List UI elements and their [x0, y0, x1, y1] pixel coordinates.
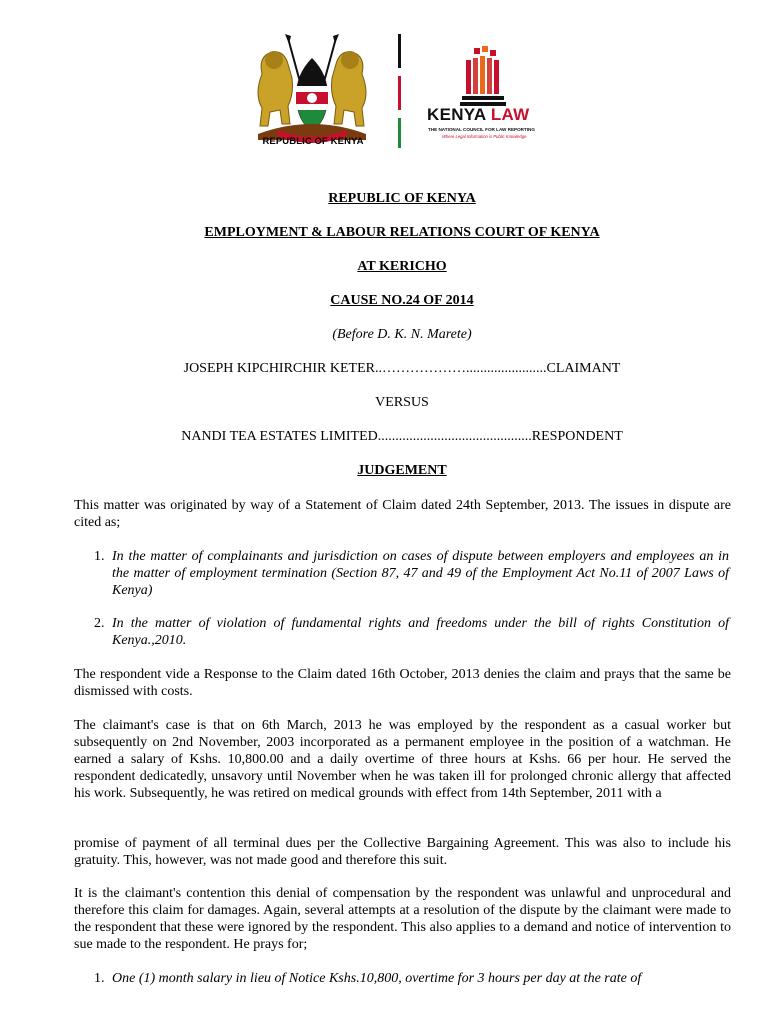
prayer-text: One (1) month salary in lieu of Notice Kshs.10,800, overtime for 3 hours per day at the rate of: [112, 971, 642, 986]
republic-heading: REPUBLIC OF KENYA: [328, 191, 476, 206]
versus-line: VERSUS: [375, 395, 429, 410]
promise-paragraph: promise of payment of all terminal dues per the Collective Bargaining Agreement. This was also to include his gratuity. This, however, was not made good and therefore this suit.: [74, 836, 731, 868]
claimant-case-paragraph: The claimant's case is that on 6th March, 2013 he was employed by the respondent as a casual worker but subsequently on 2nd November, 2003 incorporated as a permanent employee in the position of a watchman. He earned a salary of Kshs. 10,800.00 and a daily overtime of three hours at Kshs. 66 per hour. He served the respondent dedicatedly, unsavory until November when he was taken ill for prolonged chronic allergy that affected his work. Subsequently, he was retired on medical grounds with effect from 14th September, 2011 with a: [74, 718, 731, 801]
issue-number: 2.: [94, 616, 105, 631]
logo-divider: [398, 34, 401, 148]
issue-text: In the matter of violation of fundamental rights and freedoms under the bill of rights Constitution of Kenya.,2010.: [112, 616, 729, 648]
document-header: [0, 28, 768, 158]
before-judge: (Before D. K. N. Marete): [332, 327, 472, 342]
respondent-line: NANDI TEA ESTATES LIMITED............................................RESPONDENT: [181, 429, 623, 444]
kenya-law-name: [427, 105, 530, 125]
intro-paragraph: This matter was originated by way of a Statement of Claim dated 24th September, 2013. The issues in dispute are cited as;: [74, 498, 731, 530]
judgement-heading: JUDGEMENT: [357, 463, 447, 478]
kenya-law-tagline: Where Legal Information is Public Knowledge: [442, 134, 527, 139]
kenya-law-subtitle: THE NATIONAL COUNCIL FOR LAW REPORTING: [428, 127, 535, 132]
issue-number: 1.: [94, 549, 105, 564]
issue-text: In the matter of complainants and jurisdiction on cases of dispute between employers and employees an in the matter of employment termination (Section 87, 47 and 49 of the Employment Act No.11 of 2007 Laws of Kenya): [112, 549, 729, 598]
kenya-law-name-part2: LAW: [490, 105, 530, 124]
location-heading: AT KERICHO: [357, 259, 447, 274]
prayer-number: 1.: [94, 971, 105, 986]
cause-heading: CAUSE NO.24 OF 2014: [330, 293, 474, 308]
court-heading: EMPLOYMENT & LABOUR RELATIONS COURT OF KENYA: [204, 225, 600, 240]
contention-paragraph: It is the claimant's contention this denial of compensation by the respondent was unlawful and unprocedural and therefore this claim for damages. Again, several attempts at a resolution of the dispute by the claimant were made to the respondent that these were ignored by the respondent. This also applies to a demand and notice of intervention to sue made to the respondent. He prays for;: [74, 886, 731, 952]
response-paragraph: The respondent vide a Response to the Claim dated 16th October, 2013 denies the claim and prays that the same be dismissed with costs.: [74, 667, 731, 699]
claimant-line: JOSEPH KIPCHIRCHIR KETER..……………….......................CLAIMANT: [183, 361, 621, 376]
kenya-law-name-part1: KENYA: [427, 105, 491, 124]
kenya-law-pillar-icon: [460, 46, 506, 106]
coat-of-arms-caption: REPUBLIC OF KENYA: [262, 136, 364, 147]
